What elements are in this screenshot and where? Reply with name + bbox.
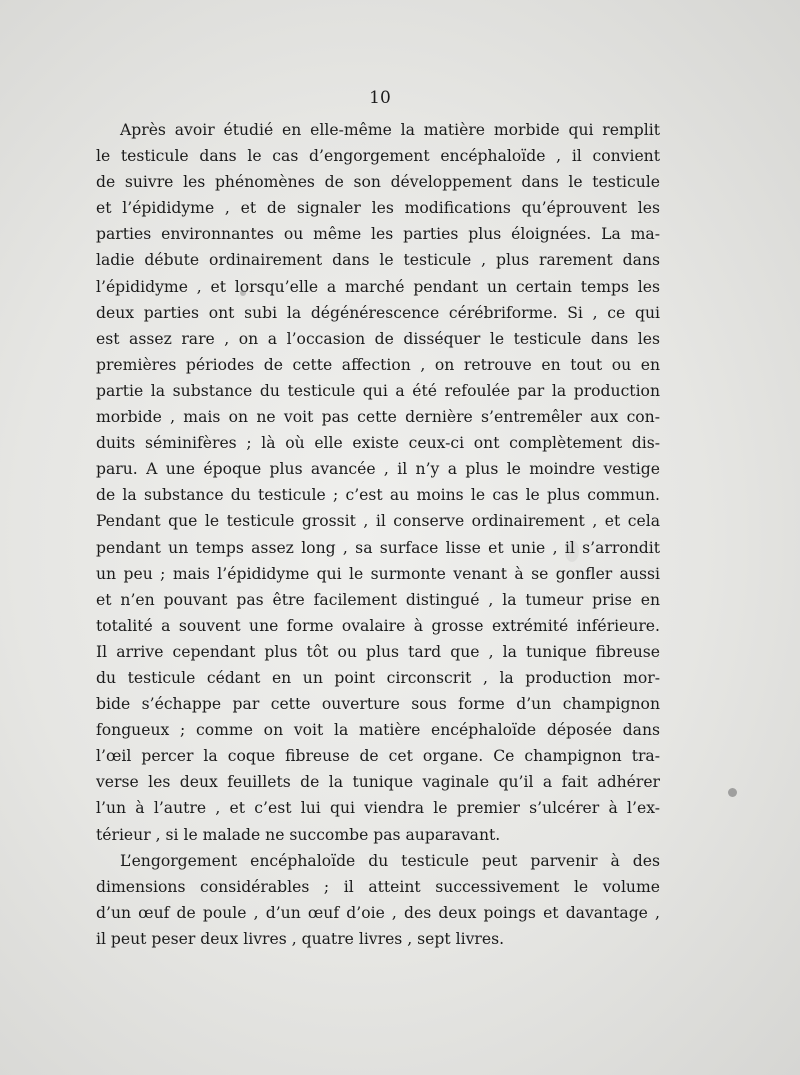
text-line: Pendant que le testicule grossit , il conserve ordinairement , et cela	[96, 512, 660, 531]
paragraph	[96, 848, 660, 952]
text-line: de suivre les phénomènes de son développement dans le testicule	[96, 173, 660, 192]
text-line: l’œil percer la coque fibreuse de cet organe. Ce champignon tra-	[96, 747, 660, 766]
text-line: et l’épididyme , et de signaler les modifications qu’éprouvent les	[96, 199, 660, 218]
page-number: 10	[369, 88, 391, 108]
text-line: fongueux ; comme on voit la matière encéphaloïde déposée dans	[96, 721, 660, 740]
text-line: paru. A une époque plus avancée , il n’y a plus le moindre vestige	[96, 460, 660, 479]
text-line: partie la substance du testicule qui a été refoulée par la production	[96, 381, 660, 400]
text-line: Il arrive cependant plus tôt ou plus tard que , la tunique fibreuse	[96, 642, 660, 661]
text-line: le testicule dans le cas d’engorgement encéphaloïde , il convient	[96, 147, 660, 166]
body-text	[96, 117, 660, 952]
text-line: l’épididyme , et lorsqu’elle a marché pendant un certain temps les	[96, 277, 660, 296]
ink-spot	[565, 540, 579, 562]
ink-spot	[728, 788, 737, 797]
text-line: l’un à l’autre , et c’est lui qui viendra le premier s’ulcérer à l’ex-	[96, 799, 660, 818]
text-line: Après avoir étudié en elle-même la matière morbide qui remplit	[120, 121, 660, 139]
text-line: il peut peser deux livres , quatre livres , sept livres.	[96, 929, 505, 948]
text-line: de la substance du testicule ; c’est au moins le cas le plus commun.	[96, 486, 660, 505]
text-line: térieur , si le malade ne succombe pas auparavant.	[96, 825, 501, 844]
text-line: L’engorgement encéphaloïde du testicule peut parvenir à des	[120, 851, 660, 870]
text-line: parties environnantes ou même les parties plus éloignées. La ma-	[96, 225, 660, 244]
text-line: est assez rare , on a l’occasion de disséquer le testicule dans les	[96, 329, 660, 348]
text-line: totalité a souvent une forme ovalaire à grosse extrémité inférieure.	[96, 616, 660, 635]
ink-spot	[240, 290, 246, 296]
text-line: morbide , mais on ne voit pas cette dernière s’entremêler aux con-	[96, 408, 660, 427]
text-line: bide s’échappe par cette ouverture sous forme d’un champignon	[96, 695, 660, 714]
text-line: ladie débute ordinairement dans le testicule , plus rarement dans	[96, 251, 660, 270]
paragraph	[96, 117, 660, 848]
text-line: et n’en pouvant pas être facilement distingué , la tumeur prise en	[96, 590, 660, 609]
text-line: pendant un temps assez long , sa surface lisse et unie , il s’arrondit	[96, 538, 660, 557]
text-line: dimensions considérables ; il atteint successivement le volume	[96, 877, 660, 896]
text-line: verse les deux feuillets de la tunique vaginale qu’il a fait adhérer	[96, 773, 660, 792]
text-line: un peu ; mais l’épididyme qui le surmonte venant à se gonfler aussi	[96, 564, 660, 583]
text-line: duits séminifères ; là où elle existe ceux-ci ont complètement dis-	[96, 434, 660, 453]
text-line: du testicule cédant en un point circonscrit , la production mor-	[96, 668, 660, 687]
text-line: premières périodes de cette affection , on retrouve en tout ou en	[96, 355, 660, 374]
text-line: d’un œuf de poule , d’un œuf d’oie , des deux poings et davantage ,	[96, 903, 660, 922]
text-line: deux parties ont subi la dégénérescence cérébriforme. Si , ce qui	[96, 303, 660, 322]
